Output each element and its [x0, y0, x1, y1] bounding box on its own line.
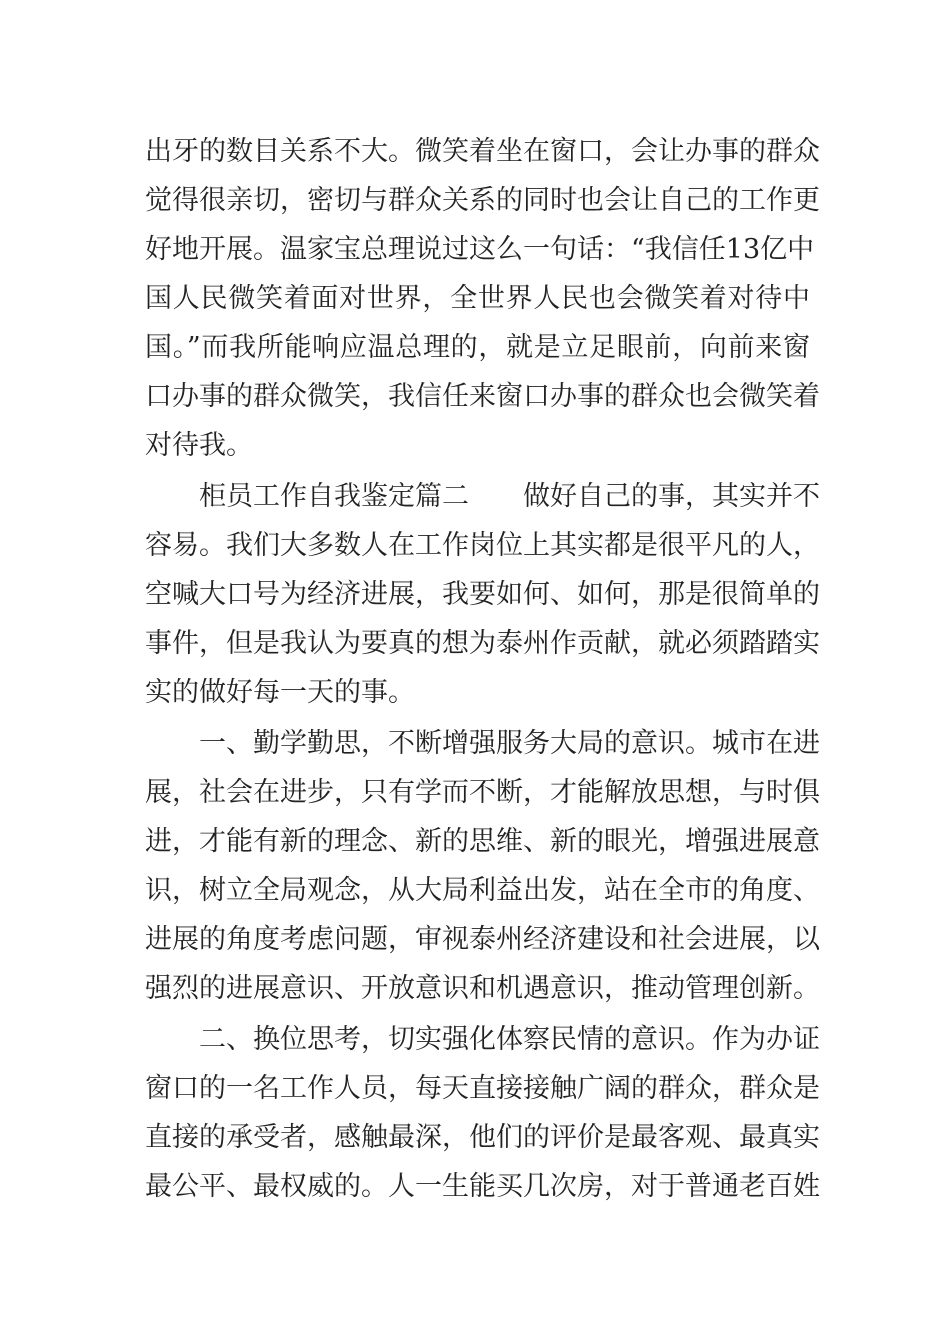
text-line: 窗口的一名工作人员，每天直接接触广阔的群众，群众是 — [145, 1073, 820, 1104]
text-line: 二、换位思考，切实强化体察民情的意识。作为办证 — [145, 1024, 820, 1055]
text-line: 对待我。 — [145, 430, 253, 461]
text-line: 最公平、最权威的。人一生能买几次房，对于普通老百姓 — [145, 1171, 820, 1202]
text-line: 展，社会在进步，只有学而不断，才能解放思想，与时俱 — [145, 777, 820, 808]
text-line: 空喊大口号为经济进展，我要如何、如何，那是很简单的 — [145, 579, 820, 610]
text-line: 好地开展。温家宝总理说过这么一句话：“我信任13亿中 — [145, 234, 815, 265]
text-line: 进展的角度考虑问题，审视泰州经济建设和社会进展，以 — [145, 924, 820, 955]
text-line: 实的做好每一天的事。 — [145, 677, 415, 708]
text-line: 强烈的进展意识、开放意识和机遇意识，推动管理创新。 — [145, 973, 820, 1004]
text-line: 一、勤学勤思，不断增强服务大局的意识。城市在进 — [145, 728, 820, 759]
text-line: 口办事的群众微笑，我信任来窗口办事的群众也会微笑着 — [145, 381, 820, 412]
text-line: 进，才能有新的理念、新的思维、新的眼光，增强进展意 — [145, 826, 820, 857]
text-line: 觉得很亲切，密切与群众关系的同时也会让自己的工作更 — [145, 185, 820, 216]
text-line: 出牙的数目关系不大。微笑着坐在窗口，会让办事的群众 — [145, 136, 820, 167]
text-line: 容易。我们大多数人在工作岗位上其实都是很平凡的人， — [145, 530, 820, 561]
text-line: 识，树立全局观念，从大局利益出发，站在全市的角度、 — [145, 875, 820, 906]
text-line: 国人民微笑着面对世界，全世界人民也会微笑着对待中 — [145, 283, 810, 314]
section-heading-line: 柜员工作自我鉴定篇二 做好自己的事，其实并不 — [145, 481, 820, 512]
text-line: 事件，但是我认为要真的想为泰州作贡献，就必须踏踏实 — [145, 628, 820, 659]
text-line: 国。”而我所能响应温总理的，就是立足眼前，向前来窗 — [145, 332, 810, 363]
text-line: 直接的承受者，感触最深，他们的评价是最客观、最真实 — [145, 1122, 820, 1153]
